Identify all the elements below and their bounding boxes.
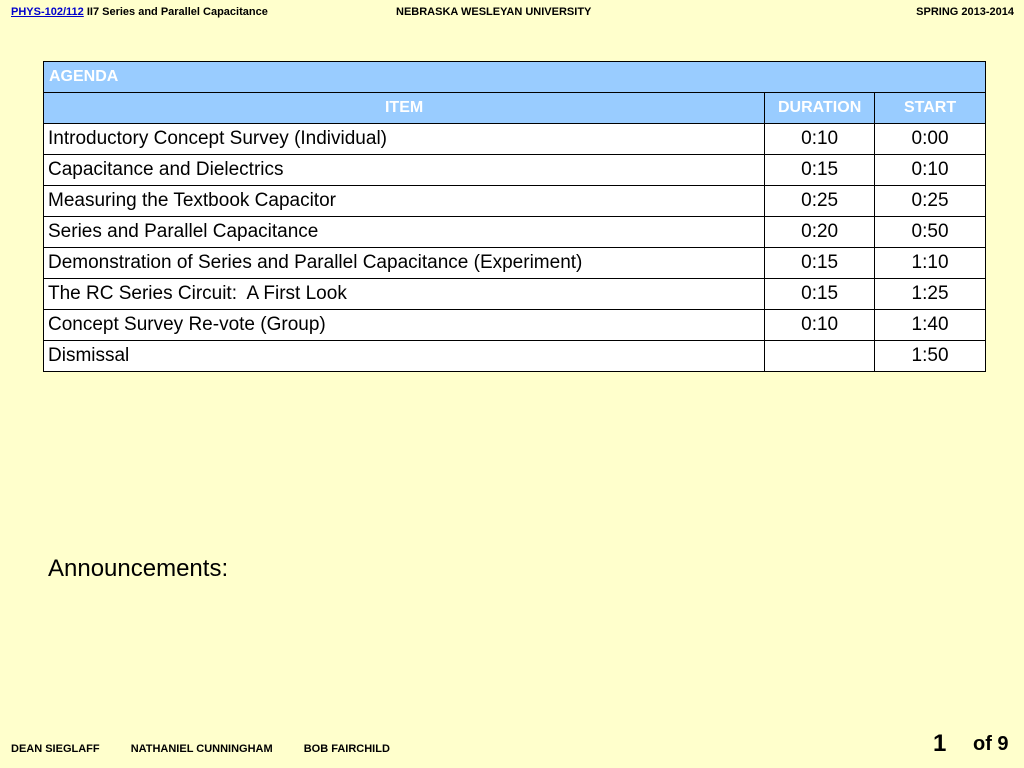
header-left	[11, 6, 268, 18]
agenda-start: 1:50	[875, 341, 986, 372]
term-label: SPRING 2013-2014	[916, 6, 1014, 18]
page-total: of 9	[973, 733, 1009, 755]
agenda-item: Dismissal	[44, 341, 765, 372]
table-row	[44, 124, 986, 155]
agenda-title-row	[44, 62, 986, 93]
page-header	[11, 6, 1014, 20]
agenda-start: 1:40	[875, 310, 986, 341]
agenda-duration: 0:15	[765, 155, 875, 186]
agenda-item: Introductory Concept Survey (Individual)	[44, 124, 765, 155]
agenda-table	[43, 61, 986, 372]
agenda-duration	[765, 341, 875, 372]
agenda-item: Concept Survey Re-vote (Group)	[44, 310, 765, 341]
author-name: DEAN SIEGLAFF	[11, 743, 100, 755]
agenda-item: Series and Parallel Capacitance	[44, 217, 765, 248]
agenda-duration: 0:10	[765, 124, 875, 155]
lesson-title: II7 Series and Parallel Capacitance	[86, 6, 268, 18]
agenda-start: 1:10	[875, 248, 986, 279]
column-header-duration: DURATION	[765, 93, 875, 124]
agenda-item: The RC Series Circuit: A First Look	[44, 279, 765, 310]
author-name: BOB FAIRCHILD	[303, 743, 390, 755]
column-header-start: START	[875, 93, 986, 124]
course-link[interactable]: PHYS-102/112	[11, 6, 84, 18]
agenda-duration: 0:15	[765, 248, 875, 279]
agenda-start: 0:50	[875, 217, 986, 248]
agenda-duration: 0:25	[765, 186, 875, 217]
agenda-duration: 0:15	[765, 279, 875, 310]
agenda-duration: 0:20	[765, 217, 875, 248]
column-header-item: ITEM	[44, 93, 765, 124]
table-row	[44, 186, 986, 217]
agenda-start: 0:25	[875, 186, 986, 217]
table-row	[44, 310, 986, 341]
agenda-start: 0:00	[875, 124, 986, 155]
table-row	[44, 279, 986, 310]
table-row	[44, 248, 986, 279]
agenda-title: AGENDA	[44, 62, 986, 93]
agenda-column-headers	[44, 93, 986, 124]
agenda-item: Measuring the Textbook Capacitor	[44, 186, 765, 217]
institution-name: NEBRASKA WESLEYAN UNIVERSITY	[396, 6, 592, 18]
agenda-start: 0:10	[875, 155, 986, 186]
author-name: NATHANIEL CUNNINGHAM	[130, 743, 273, 755]
table-row	[44, 217, 986, 248]
agenda-item: Capacitance and Dielectrics	[44, 155, 765, 186]
agenda-item: Demonstration of Series and Parallel Capacitance (Experiment)	[44, 248, 765, 279]
page-number: 1	[933, 730, 947, 757]
table-row	[44, 155, 986, 186]
agenda-duration: 0:10	[765, 310, 875, 341]
table-row	[44, 341, 986, 372]
footer-authors	[11, 743, 418, 755]
agenda-start: 1:25	[875, 279, 986, 310]
announcements-label: Announcements:	[48, 555, 229, 582]
